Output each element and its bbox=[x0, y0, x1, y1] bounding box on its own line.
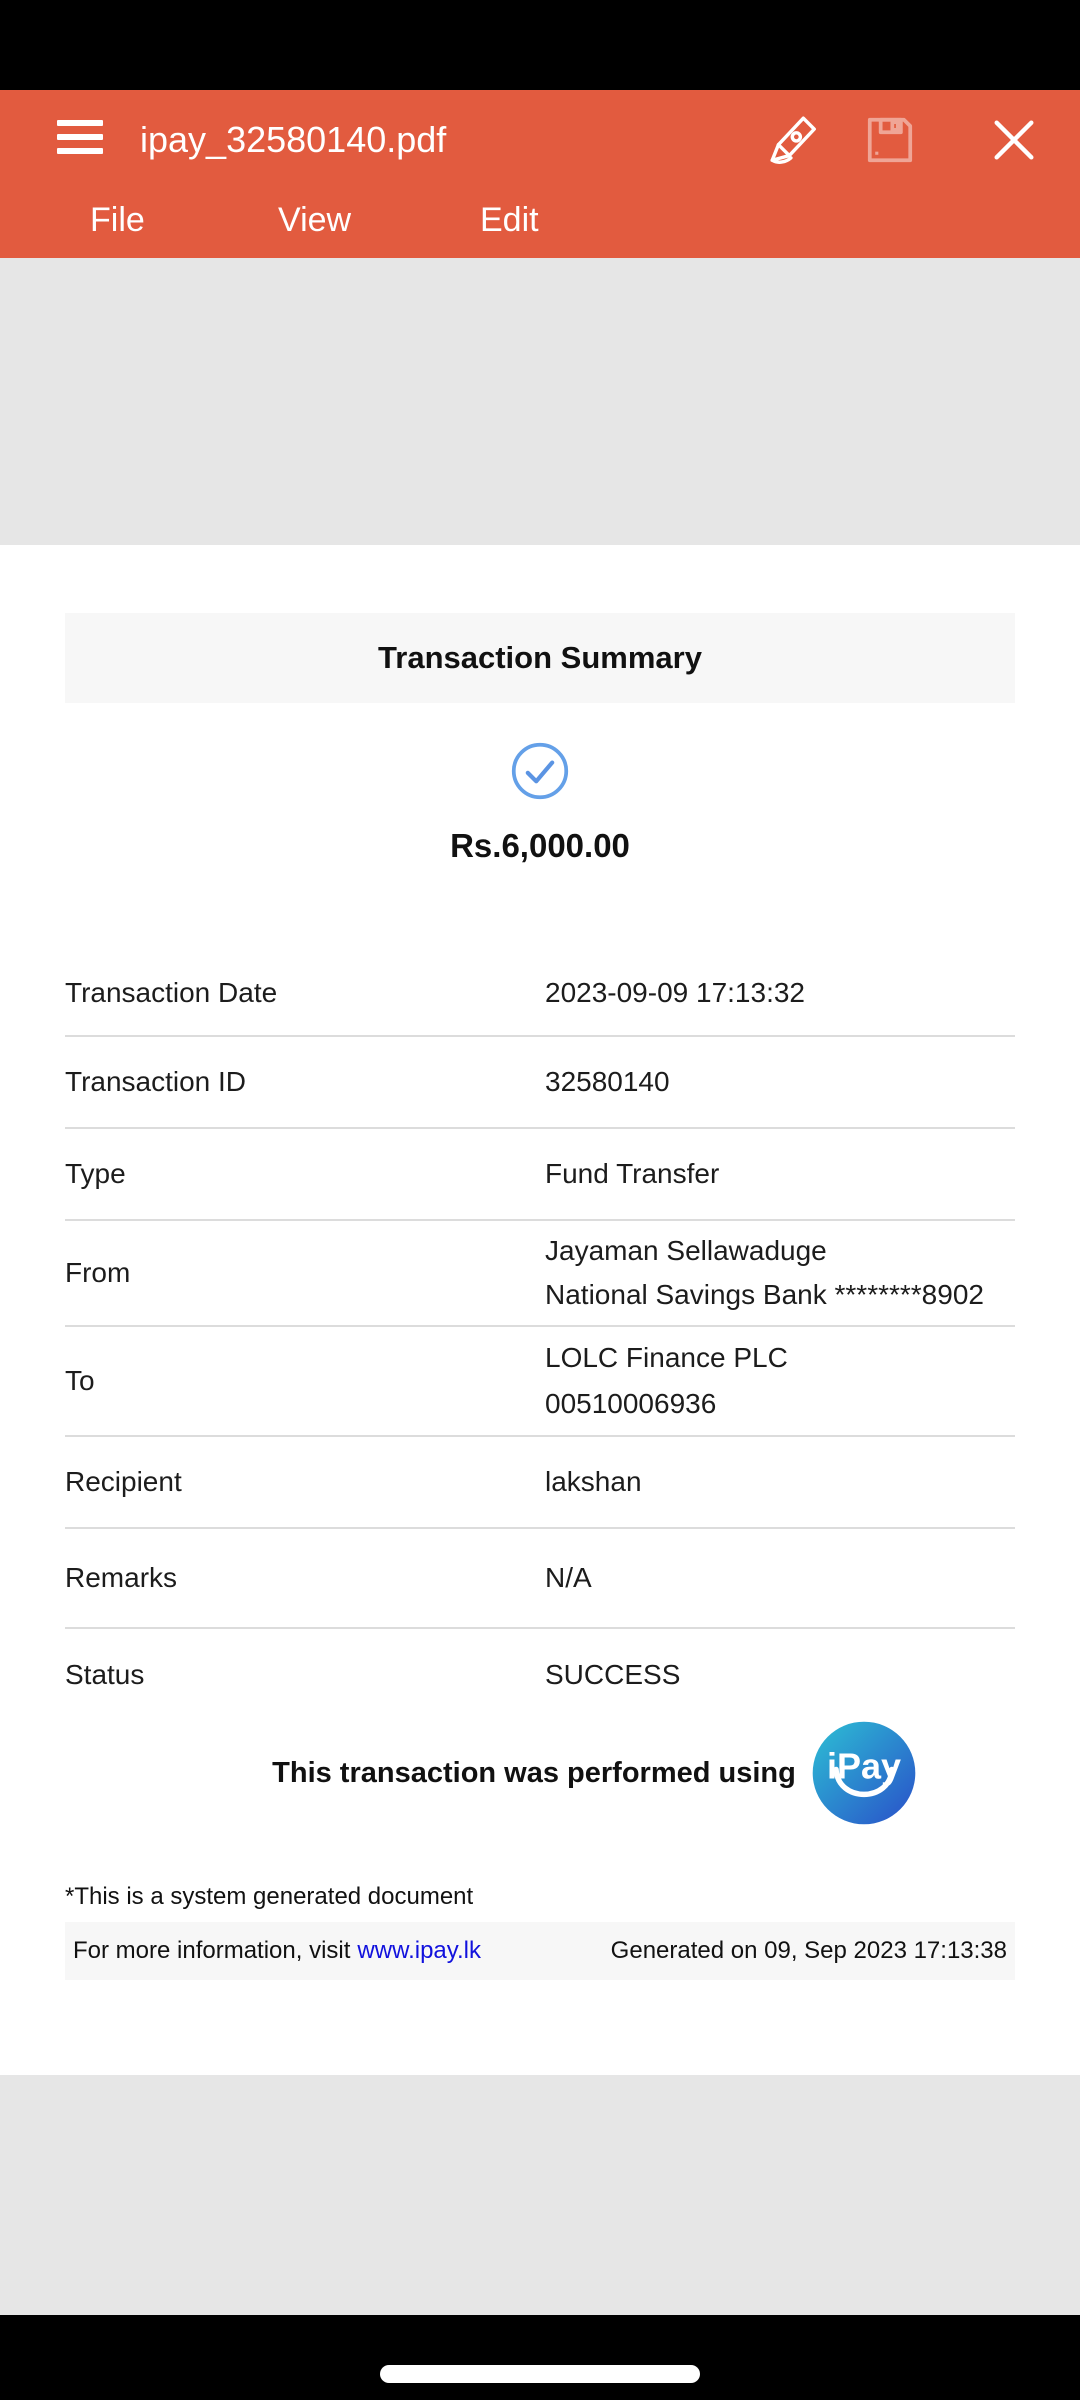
signature-pen-icon[interactable] bbox=[762, 108, 826, 172]
row-label: Transaction Date bbox=[65, 976, 278, 1008]
table-row bbox=[65, 1529, 1015, 1629]
row-value: Jayaman Sellawaduge bbox=[545, 1235, 827, 1266]
row-value-line2: National Savings Bank ********8902 bbox=[545, 1279, 984, 1310]
footer-info-text: For more information, visit bbox=[73, 1937, 351, 1964]
menu-view[interactable]: View bbox=[278, 201, 352, 239]
save-icon[interactable] bbox=[858, 108, 922, 172]
table-row bbox=[65, 1327, 1015, 1437]
row-label: Recipient bbox=[65, 1466, 182, 1497]
performed-using-text: This transaction was performed using bbox=[272, 1756, 796, 1789]
success-check-wrap bbox=[0, 741, 1080, 801]
footer-info bbox=[73, 1937, 481, 1965]
row-label: Remarks bbox=[65, 1562, 178, 1593]
close-icon[interactable] bbox=[982, 108, 1046, 172]
table-row bbox=[65, 950, 1015, 1037]
row-label: Type bbox=[65, 1158, 126, 1189]
page-title: Transaction Summary bbox=[65, 613, 1015, 703]
ipay-logo bbox=[810, 1719, 918, 1827]
toolbar-title-row bbox=[0, 90, 1080, 190]
table-row bbox=[65, 1037, 1015, 1129]
performed-using-row bbox=[55, 1717, 1080, 1829]
row-label: Transaction ID bbox=[65, 1066, 247, 1097]
table-row bbox=[65, 1129, 1015, 1221]
table-row bbox=[65, 1221, 1015, 1327]
table-row bbox=[65, 1437, 1015, 1529]
success-check-icon bbox=[510, 741, 570, 801]
toolbar-menu-row bbox=[0, 190, 1080, 258]
pdf-viewer-background[interactable] bbox=[0, 258, 1080, 2315]
hamburger-menu-icon[interactable] bbox=[57, 118, 103, 162]
row-value: SUCCESS bbox=[545, 1659, 681, 1690]
system-generated-note: *This is a system generated document bbox=[65, 1883, 474, 1910]
row-value: N/A bbox=[545, 1562, 592, 1593]
transaction-amount: Rs.6,000.00 bbox=[450, 827, 630, 864]
row-value-line2: 00510006936 bbox=[545, 1387, 717, 1419]
table-row bbox=[65, 1629, 1015, 1721]
row-value: LOLC Finance PLC bbox=[545, 1342, 788, 1374]
row-label: From bbox=[65, 1257, 131, 1288]
transaction-table bbox=[65, 950, 1015, 1721]
row-label: Status bbox=[65, 1659, 145, 1690]
document-title: ipay_32580140.pdf bbox=[140, 119, 447, 160]
menu-edit[interactable]: Edit bbox=[480, 201, 539, 239]
status-bar bbox=[0, 0, 1080, 90]
row-value: Fund Transfer bbox=[545, 1158, 720, 1189]
bottom-nav-bar bbox=[0, 2315, 1080, 2400]
home-indicator[interactable] bbox=[380, 2365, 700, 2383]
row-value: 32580140 bbox=[545, 1066, 670, 1097]
ipay-link[interactable]: www.ipay.lk bbox=[357, 1937, 481, 1964]
ipay-logo-text: iPay bbox=[826, 1745, 901, 1787]
row-label: To bbox=[65, 1365, 95, 1396]
pdf-page bbox=[0, 545, 1080, 2075]
menu-file[interactable]: File bbox=[90, 201, 145, 239]
generated-timestamp: Generated on 09, Sep 2023 17:13:38 bbox=[610, 1937, 1007, 1964]
row-value: lakshan bbox=[545, 1466, 642, 1497]
page-footer bbox=[65, 1922, 1015, 1980]
app-toolbar bbox=[0, 90, 1080, 258]
row-value: 2023-09-09 17:13:32 bbox=[545, 976, 805, 1008]
